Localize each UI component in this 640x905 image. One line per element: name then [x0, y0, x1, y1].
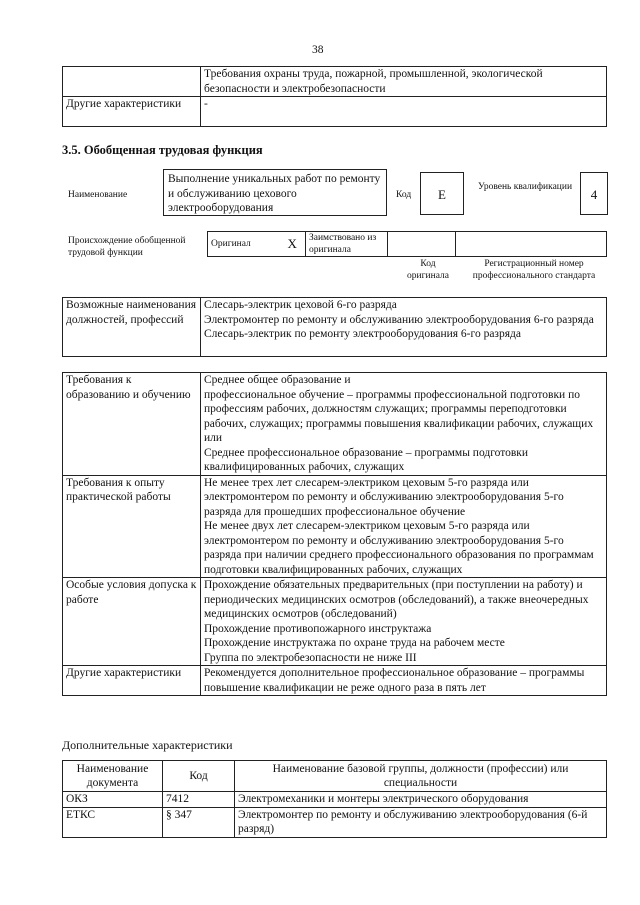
list-item: Среднее общее образование и — [204, 374, 351, 386]
name-label: Наименование — [68, 190, 128, 200]
column-header: Наименование базовой группы, должности (профессии) или специальности — [235, 761, 607, 792]
additional-heading: Дополнительные характеристики — [62, 738, 233, 752]
original-code-cell — [388, 232, 456, 257]
additional-table — [62, 760, 607, 838]
requirement-values — [201, 475, 607, 578]
column-header: Код — [163, 761, 235, 792]
requirements-table — [62, 372, 607, 696]
list-item: Слесарь-электрик по ремонту электрооборудования 6-го разряда — [204, 328, 521, 340]
top-table — [62, 66, 607, 127]
level-value: 4 — [590, 187, 598, 202]
column-header: Наименование документа — [63, 761, 163, 792]
titles-table — [62, 297, 607, 357]
requirement-label: Другие характеристики — [63, 666, 201, 696]
original-mark: X — [280, 232, 306, 257]
table-row — [63, 792, 607, 808]
requirement-label: Требования к опыту практической работы — [63, 475, 201, 578]
origin-table — [207, 231, 607, 257]
table-row — [63, 578, 607, 666]
table-cell: 7412 — [163, 792, 235, 808]
origin-label: Происхождение обобщенной трудовой функции — [68, 236, 186, 258]
code-caption: Код оригинала — [407, 259, 449, 281]
table-cell-value: - — [201, 97, 607, 127]
page-number: 38 — [312, 44, 324, 56]
table-cell: Электромонтер по ремонту и обслуживанию электрооборудования (6-й разряд) — [235, 807, 607, 837]
level-box — [580, 172, 608, 215]
list-item: профессиональное обучение – программы профессиональной подготовки по профессиям рабочих, должностям служащих; программы переподготовки рабочих, служащих; программы повышения квалификации рабочих, служащих — [204, 388, 594, 430]
original-label: Оригинал — [208, 232, 280, 257]
titles-label: Возможные наименования должностей, профессий — [63, 298, 201, 357]
requirement-values — [201, 666, 607, 696]
table-cell: § 347 — [163, 807, 235, 837]
list-item: Не менее двух лет слесарем-электриком цеховым 5-го разряда или электромонтером по ремонту и обслуживанию электрооборудования 5-го разряда при наличии среднего профессионального образования по программам подготовки квалифицированных рабочих, служащих — [204, 520, 594, 576]
table-cell-label — [63, 67, 201, 97]
function-name-value: Выполнение уникальных работ по ремонту и обслуживанию цехового электрооборудования — [168, 173, 381, 214]
table-cell: Электромеханики и монтеры электрического оборудования — [235, 792, 607, 808]
titles-values — [201, 298, 607, 357]
list-item: Электромонтер по ремонту и обслуживанию электрооборудования 6-го разряда — [204, 313, 594, 326]
list-item: Прохождение инструктажа по охране труда на рабочем месте — [204, 637, 505, 649]
function-code-box — [420, 172, 464, 215]
table-cell-label: Другие характеристики — [63, 97, 201, 127]
table-row — [63, 97, 607, 127]
function-name-box — [163, 169, 387, 216]
list-item: Прохождение противопожарного инструктажа — [204, 622, 432, 635]
requirement-values — [201, 578, 607, 666]
requirement-label: Требования к образованию и обучению — [63, 373, 201, 476]
list-item: Прохождение обязательных предварительных (при поступлении на работу) и периодических медицинских осмотров (обследований), а также внеочередных медицинских осмотров (обследований) — [204, 579, 589, 620]
table-row — [63, 807, 607, 837]
registration-number-cell — [456, 232, 607, 257]
list-item: Рекомендуется дополнительное профессиональное образование – программы повышение квалификации не реже одного раза в пять лет — [204, 667, 585, 694]
requirement-label: Особые условия допуска к работе — [63, 578, 201, 666]
table-header-row — [63, 761, 607, 792]
borrowed-label: Заимствовано из оригинала — [306, 232, 388, 257]
level-label: Уровень квалификации — [477, 182, 573, 192]
requirement-values — [201, 373, 607, 476]
list-item: Не менее трех лет слесарем-электриком цеховым 5-го разряда или электромонтером по ремонту и обслуживанию электрооборудования 5-го разряда для прошедших профессиональное обучение — [204, 476, 564, 518]
table-cell-value: Требования охраны труда, пожарной, промышленной, экологической безопасности и электробезопасности — [201, 67, 607, 97]
table-cell: ЕТКС — [63, 807, 163, 837]
function-code-value: E — [438, 187, 446, 202]
table-row — [63, 67, 607, 97]
section-heading: 3.5. Обобщенная трудовая функция — [62, 143, 263, 157]
table-row — [63, 666, 607, 696]
table-row — [63, 373, 607, 476]
table-row — [63, 475, 607, 578]
list-item: Группа по электробезопасности не ниже III — [204, 651, 417, 664]
reg-caption: Регистрационный номер профессионального стандарта — [472, 259, 596, 281]
table-cell: ОКЗ — [63, 792, 163, 808]
list-item: Среднее профессиональное образование – программы подготовки квалифицированных рабочих, служащих — [204, 446, 529, 473]
list-item: или — [204, 432, 223, 444]
code-label: Код — [396, 190, 412, 200]
list-item: Слесарь-электрик цеховой 6-го разряда — [204, 299, 397, 311]
